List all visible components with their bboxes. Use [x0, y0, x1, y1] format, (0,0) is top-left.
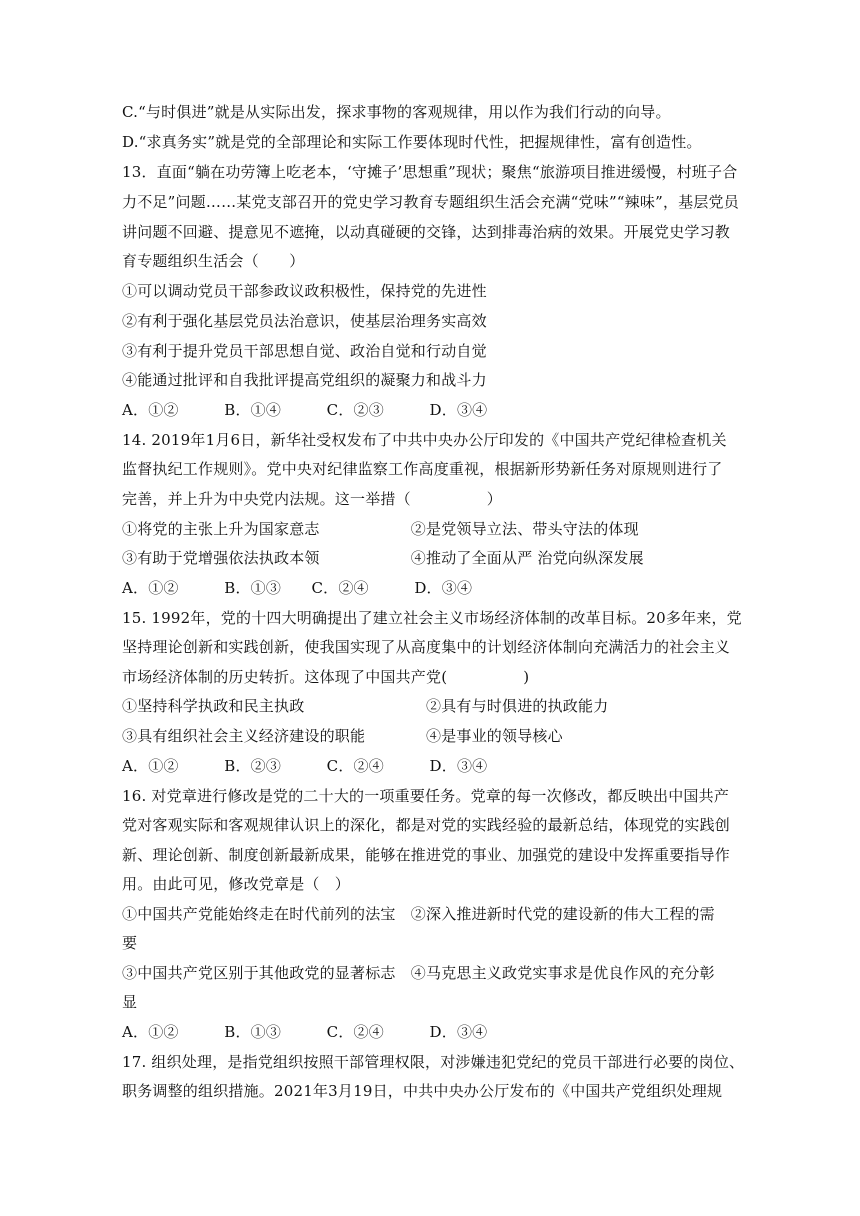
- question-16-statements-1-2: ①中国共产党能始终走在时代前列的法宝 ②深入推进新时代党的建设新的伟大工程的需: [122, 905, 715, 923]
- question-16-stem: 16. 对党章进行修改是党的二十大的一项重要任务。党章的每一次修改，都反映出中国共产: [122, 787, 730, 805]
- question-14-stem: 监督执纪工作规则》。党中央对纪律监察工作高度重视，根据新形势新任务对原规则进行了: [122, 460, 723, 478]
- question-13-stem: 13．直面“躺在功劳簿上吃老本，‘守摊子’思想重”现状；聚焦“旅游项目推进缓慢，村班子合: [122, 163, 738, 181]
- question-16-statements-3-4-wrap: 显: [122, 993, 138, 1011]
- question-17-stem: 职务调整的组织措施。2021年3月19日，中共中央办公厅发布的《中国共产党组织处理规: [122, 1082, 723, 1100]
- question-15-stem: 坚持理论创新和实践创新，使我国实现了从高度集中的计划经济体制向充满活力的社会主义: [122, 638, 731, 656]
- question-16-statements-1-2-wrap: 要: [122, 934, 138, 952]
- question-13-stem: 力不足”问题……某党支部召开的党史学习教育专题组织生活会充满“党味”“辣味”，基层党员: [122, 193, 739, 211]
- question-13-statement-3: ③有利于提升党员干部思想自觉、政治自觉和行动自觉: [122, 342, 487, 360]
- question-13-statement-2: ②有利于强化基层党员法治意识，使基层治理务实高效: [122, 312, 487, 330]
- question-16-stem: 党对客观实际和客观规律认识上的深化，都是对党的实践经验的最新总结，体现党的实践创: [122, 816, 731, 834]
- question-16-statements-3-4: ③中国共产党区别于其他政党的显著标志 ④马克思主义政党实事求是优良作风的充分彰: [122, 964, 715, 982]
- question-13-choices: A．①② B．①④ C．②③ D．③④: [122, 401, 488, 419]
- question-15-stem: 15. 1992年，党的十四大明确提出了建立社会主义市场经济体制的改革目标。20多年来，党: [122, 609, 742, 627]
- question-14-choices: A．①② B．①③ C．②④ D．③④: [122, 579, 473, 597]
- question-15-stem: 市场经济体制的历史转折。这体现了中国共产党( ): [122, 668, 530, 686]
- question-15-choices: A．①② B．②③ C．②④ D．③④: [122, 757, 488, 775]
- question-15-statements-1-2: ①坚持科学执政和民主执政 ②具有与时俱进的执政能力: [122, 697, 609, 715]
- option-c-q12: C.“与时俱进”就是从实际出发，探求事物的客观规律，用以作为我们行动的向导。: [122, 103, 671, 121]
- question-16-stem: 新、理论创新、制度创新最新成果，能够在推进党的事业、加强党的建设中发挥重要指导作: [122, 846, 731, 864]
- question-17-stem: 17. 组织处理，是指党组织按照干部管理权限，对涉嫌违犯党纪的党员干部进行必要的岗位、: [122, 1053, 745, 1071]
- option-d-q12: D.“求真务实”就是党的全部理论和实际工作要体现时代性，把握规律性，富有创造性。: [122, 133, 702, 151]
- question-15-statements-3-4: ③具有组织社会主义经济建设的职能 ④是事业的领导核心: [122, 727, 563, 745]
- question-16-choices: A．①② B．①③ C．②④ D．③④: [122, 1023, 488, 1041]
- question-14-statements-1-2: ①将党的主张上升为国家意志 ②是党领导立法、带头守法的体现: [122, 520, 639, 538]
- question-14-stem: 14. 2019年1月6日，新华社受权发布了中共中央办公厅印发的《中国共产党纪律检查机关: [122, 431, 727, 449]
- question-13-stem: 讲问题不回避、提意见不遮掩，以动真碰硬的交锋，达到排毒治病的效果。开展党史学习教: [122, 223, 731, 241]
- question-13-statement-1: ①可以调动党员干部参政议政积极性，保持党的先进性: [122, 282, 487, 300]
- question-16-stem: 用。由此可见，修改党章是（ ）: [122, 875, 351, 893]
- question-14-stem: 完善，并上升为中央党内法规。这一举措（ ）: [122, 490, 503, 508]
- question-13-statement-4: ④能通过批评和自我批评提高党组织的凝聚力和战斗力: [122, 371, 487, 389]
- question-13-stem: 育专题组织生活会（ ）: [122, 252, 305, 270]
- question-14-statements-3-4: ③有助于党增强依法执政本领 ④推动了全面从严 治党向纵深发展: [122, 549, 644, 567]
